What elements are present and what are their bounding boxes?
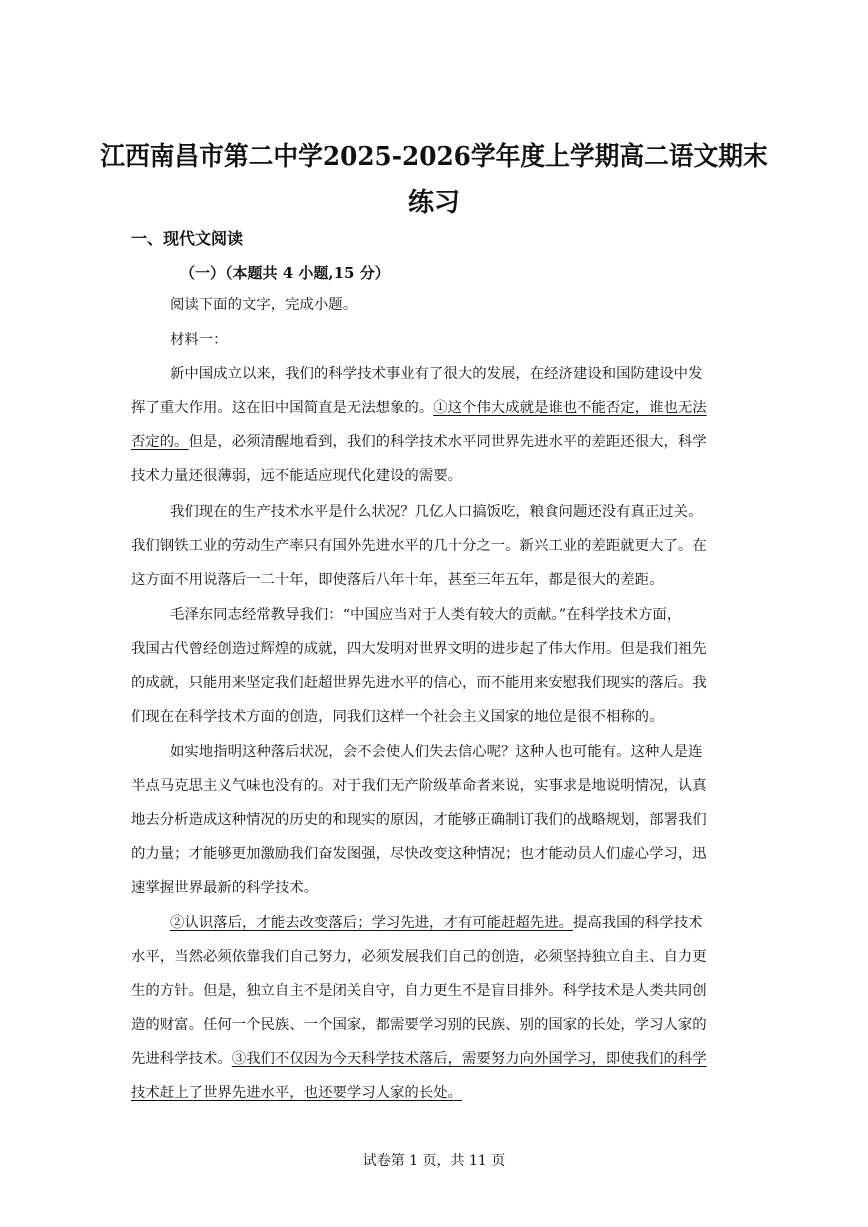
paragraph-5-text: 先进科学技术。 xyxy=(131,1051,232,1067)
paragraph-5-line-6 xyxy=(131,1083,462,1103)
paragraph-1-line-2 xyxy=(131,398,707,418)
paragraph-1-text: 但是，必须清醒地看到，我们的科学技术水平同世界先进水平的差距还很大，科学 xyxy=(188,434,707,450)
paragraph-3-line-1: 毛泽东同志经常教导我们：“中国应当对于人类有较大的贡献。”在科学技术方面， xyxy=(170,607,682,623)
underlined-sentence-1-end: 否定的。 xyxy=(131,434,189,450)
paragraph-3-line-2: 我国古代曾经创造过辉煌的成就，四大发明对世界文明的进步起了伟大作用。但是我们祖先 xyxy=(131,641,707,657)
paragraph-5-line-3: 生的方针。但是，独立自主不是闭关自守，自力更生不是盲目排外。科学技术是人类共同创 xyxy=(131,983,707,999)
paragraph-2-line-3: 这方面不用说落后一二十年，即使落后八年十年，甚至三年五年，都是很大的差距。 xyxy=(131,572,664,588)
paragraph-3-line-4: 们现在在科学技术方面的创造，同我们这样一个社会主义国家的地位是很不相称的。 xyxy=(131,709,664,725)
sub-heading: （一）（本题共 4 小题,15 分） xyxy=(180,264,390,282)
paragraph-2-line-1: 我们现在的生产技术水平是什么状况？几亿人口搞饭吃，粮食问题还没有真正过关。 xyxy=(170,504,703,520)
paragraph-5-line-4: 造的财富。任何一个民族、一个国家，都需要学习别的民族、别的国家的长处，学习人家的 xyxy=(131,1017,707,1033)
material-label: 材料一： xyxy=(170,332,228,348)
underlined-sentence-3-end: 技术赶上了世界先进水平，也还要学习人家的长处。 xyxy=(131,1085,462,1101)
paragraph-1-line-1: 新中国成立以来，我们的科学技术事业有了很大的发展，在经济建设和国防建设中发 xyxy=(170,366,703,382)
exam-title-line-1: 江西南昌市第二中学2025-2026学年度上学期高二语文期末 xyxy=(100,142,768,172)
exam-title-line-2: 练习 xyxy=(407,188,460,218)
instruction-text: 阅读下面的文字，完成小题。 xyxy=(170,297,358,313)
paragraph-5-text: 提高我国的科学技术 xyxy=(572,915,703,931)
paragraph-1-text: 挥了重大作用。这在旧中国简直是无法想象的。 xyxy=(131,400,434,416)
paragraph-1-line-4: 技术力量还很薄弱，远不能适应现代化建设的需要。 xyxy=(131,468,462,484)
paragraph-4-line-4: 的力量；才能够更加激励我们奋发图强，尽快改变这种情况；也才能动员人们虚心学习，迅 xyxy=(131,846,707,862)
paragraph-5-line-1 xyxy=(170,913,702,933)
underlined-sentence-3: ③我们不仅因为今天科学技术落后，需要努力向外国学习，即使我们的科学 xyxy=(231,1051,707,1067)
underlined-sentence-1: ①这个伟大成就是谁也不能否定，谁也无法 xyxy=(433,400,707,416)
paragraph-2-line-2: 我们钢铁工业的劳动生产率只有国外先进水平的几十分之一。新兴工业的差距就更大了。在 xyxy=(131,538,707,554)
paragraph-4-line-3: 地去分析造成这种情况的历史的和现实的原因，才能够正确制订我们的战略规划，部署我们 xyxy=(131,812,707,828)
paragraph-5-line-5 xyxy=(131,1049,707,1069)
paragraph-3-line-3: 的成就，只能用来坚定我们赶超世界先进水平的信心，而不能用来安慰我们现实的落后。我 xyxy=(131,675,707,691)
page-footer: 试卷第 1 页，共 11 页 xyxy=(362,1153,506,1169)
paragraph-4-line-1: 如实地指明这种落后状况，会不会使人们失去信心呢？这种人也可能有。这种人是连 xyxy=(170,744,703,760)
underlined-sentence-2: ②认识落后，才能去改变落后；学习先进，才有可能赶超先进。 xyxy=(170,915,573,931)
paragraph-4-line-5: 速掌握世界最新的科学技术。 xyxy=(131,880,319,896)
paragraph-4-line-2: 半点马克思主义气味也没有的。对于我们无产阶级革命者来说，实事求是地说明情况，认真 xyxy=(131,778,707,794)
section-heading: 一、现代文阅读 xyxy=(131,229,244,248)
paragraph-5-line-2: 水平，当然必须依靠我们自己努力，必须发展我们自己的创造，必须坚持独立自主、自力更 xyxy=(131,949,707,965)
paragraph-1-line-3 xyxy=(131,432,707,452)
